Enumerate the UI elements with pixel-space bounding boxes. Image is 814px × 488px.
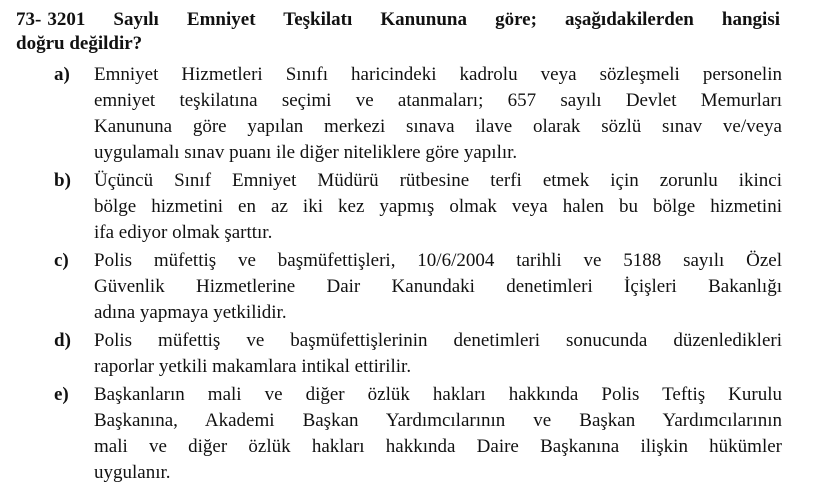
option-letter-d: d): [54, 330, 71, 351]
option-letter-c: c): [54, 250, 69, 271]
option-d-line-1: Polis müfettiş ve başmüfettişlerinin denetimleri sonucunda düzenledikleri: [94, 330, 782, 351]
question-stem: [16, 8, 780, 56]
option-a-line-1: Emniyet Hizmetleri Sınıfı haricindeki kadrolu veya sözleşmeli personelin: [94, 64, 782, 85]
option-letter-e: e): [54, 384, 69, 405]
option-text-d: [94, 328, 782, 380]
option-e-line-1: Başkanların mali ve diğer özlük hakları hakkında Polis Teftiş Kurulu: [94, 384, 782, 405]
option-c-line-1: Polis müfettiş ve başmüfettişleri, 10/6/2004 tarihli ve 5188 sayılı Özel: [94, 250, 782, 271]
question-text-1: 3201 Sayılı Emniyet Teşkilatı Kanununa göre; aşağıdakilerden hangisi: [47, 9, 780, 30]
question-line-1: [16, 8, 780, 32]
answer-options: [54, 62, 782, 488]
option-letter-a: a): [54, 64, 70, 85]
option-c-line-3: adına yapmaya yetkilidir.: [94, 302, 287, 323]
option-b-line-1: Üçüncü Sınıf Emniyet Müdürü rütbesine terfi etmek için zorunlu ikinci: [94, 170, 782, 191]
option-a-line-4: uygulamalı sınav puanı ile diğer niteliklere göre yapılır.: [94, 142, 518, 163]
option-d-line-2: raporlar yetkili makamlara intikal ettirilir.: [94, 356, 412, 377]
question-line-2: doğru değildir?: [16, 33, 143, 54]
question-number: 73-: [16, 9, 42, 30]
option-b-line-3: ifa ediyor olmak şarttır.: [94, 222, 273, 243]
option-b-line-2: bölge hizmetini en az iki kez yapmış olmak veya halen bu bölge hizmetini: [94, 196, 782, 217]
option-d: [54, 328, 782, 380]
option-letter-b: b): [54, 170, 71, 191]
option-text-b: [94, 168, 782, 246]
option-e: [54, 382, 782, 486]
option-e-line-3: mali ve diğer özlük hakları hakkında Daire Başkanına ilişkin hükümler: [94, 436, 782, 457]
option-c-line-2: Güvenlik Hizmetlerine Dair Kanundaki denetimleri İçişleri Bakanlığı: [94, 276, 782, 297]
option-e-line-4: uygulanır.: [94, 462, 171, 483]
option-e-line-2: Başkanına, Akademi Başkan Yardımcılarının ve Başkan Yardımcılarının: [94, 410, 782, 431]
option-a-line-2: emniyet teşkilatına seçimi ve atanmaları; 657 sayılı Devlet Memurları: [94, 90, 782, 111]
option-text-c: [94, 248, 782, 326]
option-a: [54, 62, 782, 166]
option-b: [54, 168, 782, 246]
option-text-a: [94, 62, 782, 166]
option-c: [54, 248, 782, 326]
option-a-line-3: Kanununa göre yapılan merkezi sınava ilave olarak sözlü sınav ve/veya: [94, 116, 782, 137]
option-text-e: [94, 382, 782, 486]
